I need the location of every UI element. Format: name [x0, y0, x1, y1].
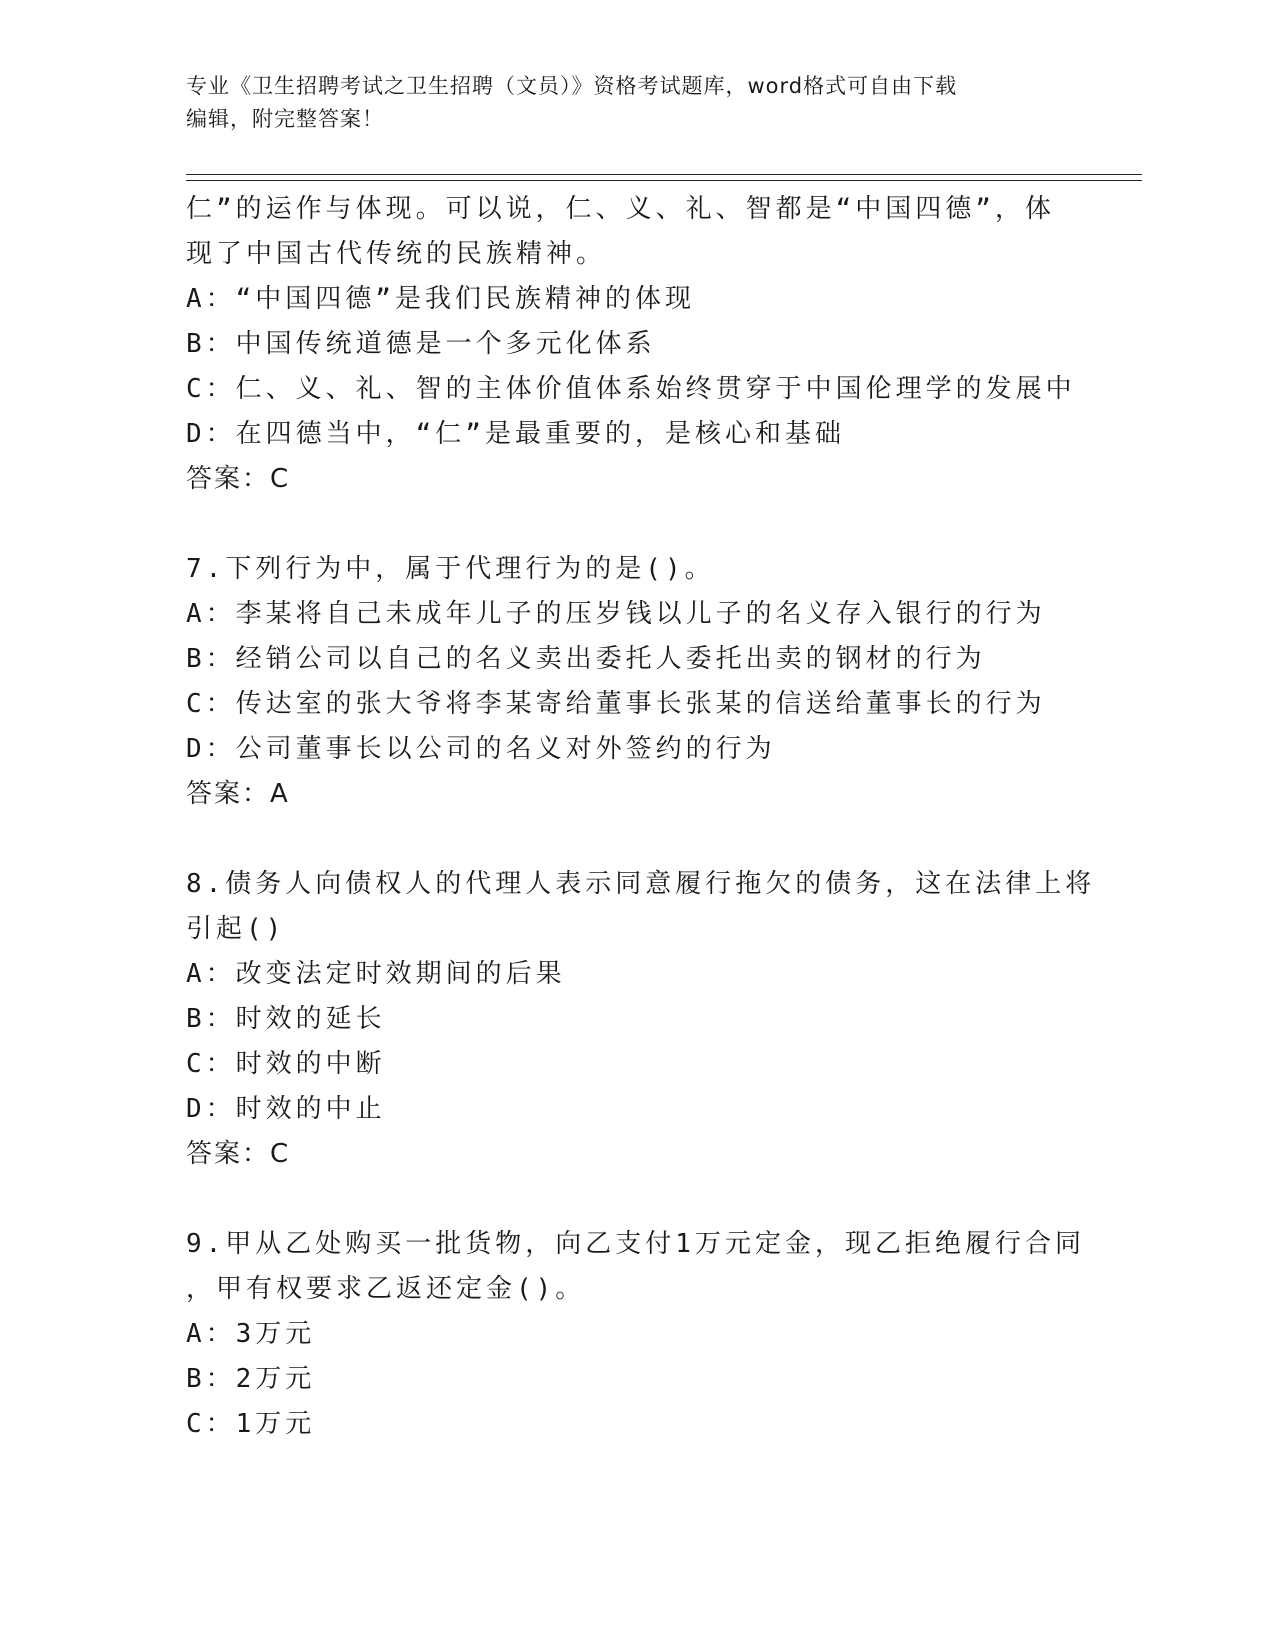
answer-label: 答案：C: [186, 1139, 291, 1169]
header-divider-top: [186, 174, 1142, 175]
option-a: A：3万元: [186, 1319, 316, 1349]
question-8-stem-continued: 引起(): [186, 914, 286, 944]
document-header: [186, 70, 1086, 136]
question-9-stem: 9.甲从乙处购买一批货物，向乙支付1万元定金，现乙拒绝履行合同: [186, 1229, 1085, 1259]
option-a: A：改变法定时效期间的后果: [186, 959, 566, 989]
option-c: C：1万元: [186, 1409, 316, 1439]
option-a: A：李某将自己未成年儿子的压岁钱以儿子的名义存入银行的行为: [186, 599, 1046, 629]
question-stem-continued: 仁”的运作与体现。可以说，仁、义、礼、智都是“中国四德”，体: [186, 194, 1055, 224]
option-c: C：传达室的张大爷将李某寄给董事长张某的信送给董事长的行为: [186, 689, 1046, 719]
question-8-stem: 8.债务人向债权人的代理人表示同意履行拖欠的债务，这在法律上将: [186, 869, 1096, 899]
answer-label: 答案：C: [186, 464, 291, 494]
option-b: B：经销公司以自己的名义卖出委托人委托出卖的钢材的行为: [186, 644, 986, 674]
answer-label: 答案：A: [186, 779, 290, 809]
header-line-1: 专业《卫生招聘考试之卫生招聘（文员）》资格考试题库，word格式可自由下载: [186, 74, 958, 98]
question-stem-continued: 现了中国古代传统的民族精神。: [186, 239, 607, 269]
option-a: A：“中国四德”是我们民族精神的体现: [186, 284, 695, 314]
header-divider-bottom: [186, 180, 1142, 181]
option-d: D：时效的中止: [186, 1094, 386, 1124]
option-b: B：时效的延长: [186, 1004, 386, 1034]
option-d: D：在四德当中，“仁”是最重要的，是核心和基础: [186, 419, 845, 449]
option-b: B：2万元: [186, 1364, 316, 1394]
question-9-stem-continued: ，甲有权要求乙返还定金()。: [186, 1274, 586, 1304]
option-b: B：中国传统道德是一个多元化体系: [186, 329, 656, 359]
header-line-2: 编辑，附完整答案！: [186, 107, 384, 131]
option-d: D：公司董事长以公司的名义对外签约的行为: [186, 734, 776, 764]
option-c: C：时效的中断: [186, 1049, 386, 1079]
question-7-stem: 7.下列行为中，属于代理行为的是()。: [186, 554, 715, 584]
option-c: C：仁、义、礼、智的主体价值体系始终贯穿于中国伦理学的发展中: [186, 374, 1076, 404]
